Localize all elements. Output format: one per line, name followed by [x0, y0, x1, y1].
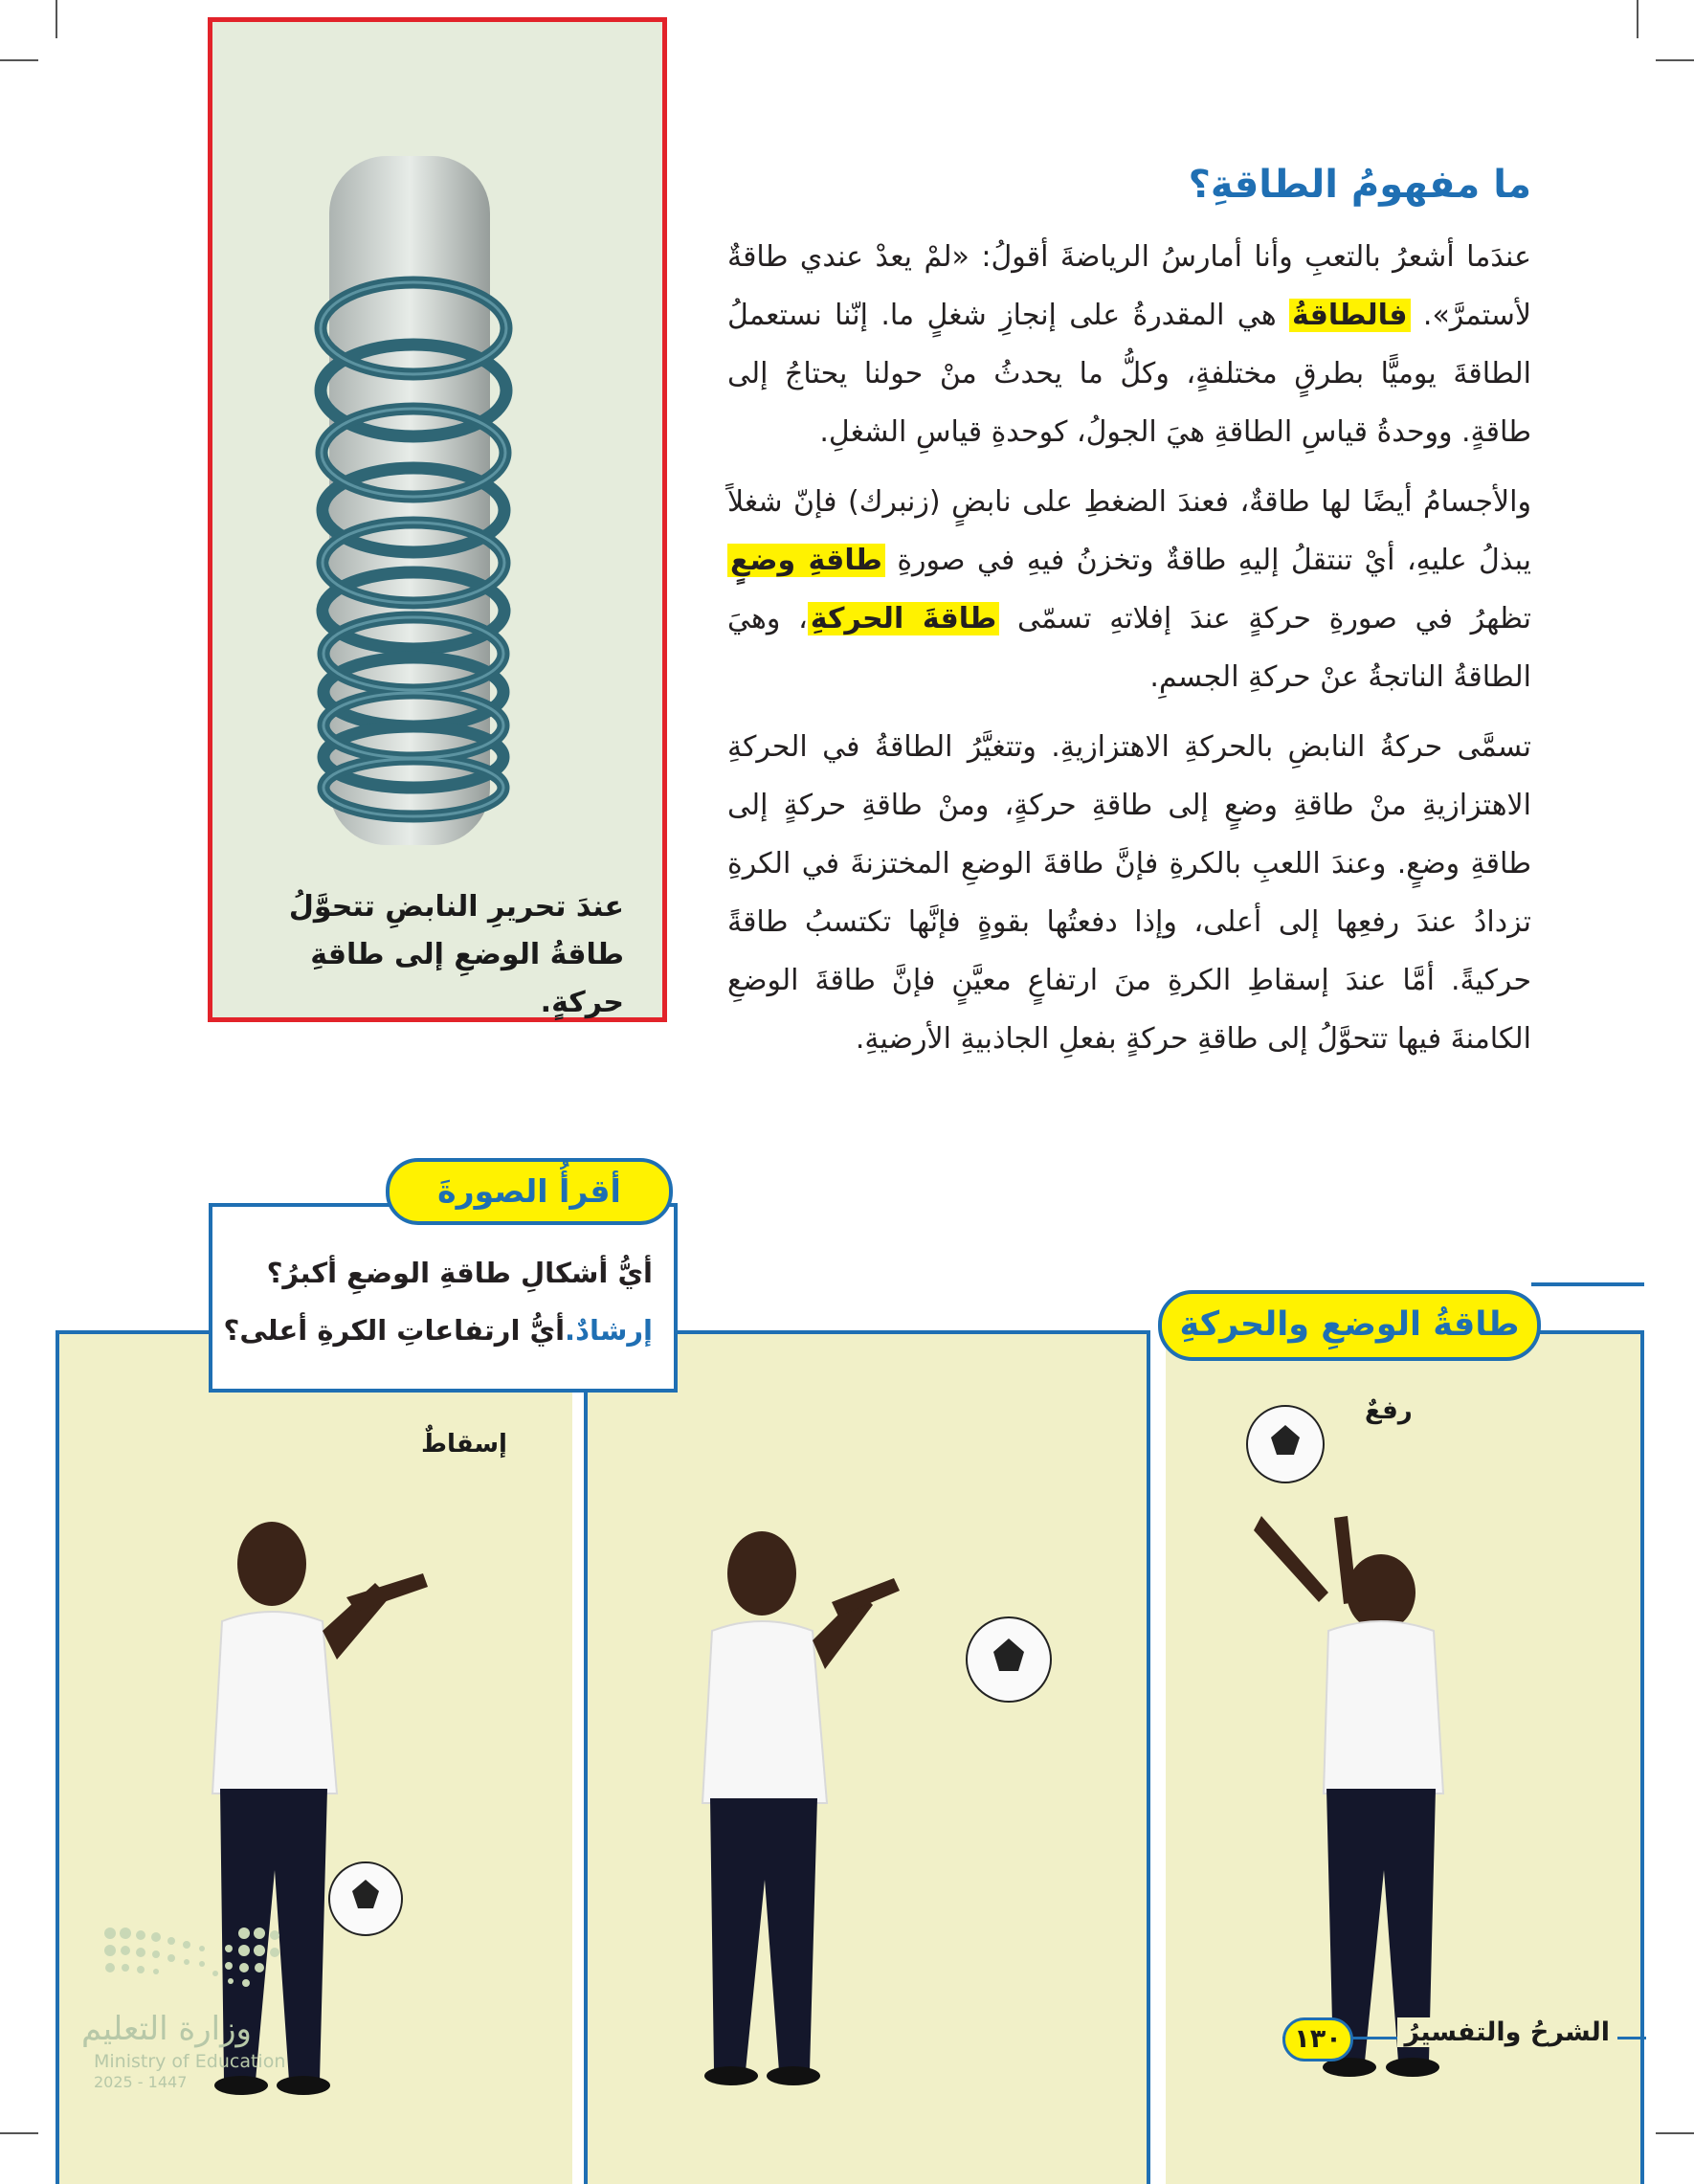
paragraph-text: ، وهيَ الطاقةُ الناتجةُ عنْ حركةِ الجسمِ.: [727, 602, 1531, 694]
section-title-potential-kinetic: طاقةُ الوضعِ والحركةِ: [1158, 1290, 1541, 1361]
crop-mark: [1656, 59, 1694, 61]
crop-mark: [56, 0, 57, 38]
section-rule: [1531, 1282, 1644, 1286]
action-label-lift: رفعٌ: [1365, 1396, 1413, 1425]
page-footer: [1282, 2017, 1646, 2065]
spring-figure: [208, 17, 667, 1022]
paragraph-text: عندَما أشعرُ بالتعبِ وأنا أمارسُ الرياضةَ أقولُ: «لمْ يعدْ عندي طاقةٌ لأستمرَّ».: [727, 240, 1532, 332]
crop-mark: [1656, 2132, 1694, 2134]
ministry-year: 2025 - 1447: [94, 2073, 188, 2091]
boy-lifting-ball-photo: [1166, 1372, 1635, 2081]
page-title: ما مفهومُ الطاقةِ؟: [1188, 163, 1531, 207]
ministry-name-english: Ministry of Education: [94, 2051, 286, 2072]
paragraph-oscillation: تسمَّى حركةُ النابضِ بالحركةِ الاهتزازيةِ. وتتغيَّرُ الطاقةُ في الحركةِ الاهتزازيةِ منْ طاقةِ وضعٍ إلى طاقةِ حركةٍ، ومنْ طاقةِ حركةٍ إلى طاقةِ وضعٍ. وعندَ اللعبِ بالكرةِ فإنَّ طاقةَ الوضعِ المختزنةَ في الكرةِ تزدادُ عندَ رفعِها إلى أعلى، وإذا دفعتُها بقوةٍ فإنَّها تكتسبُ طاقةً حركيةً. أمَّا عندَ إسقاطِ الكرةِ منَ ارتفاعٍ معيَّنٍ فإنَّ طاقةَ الوضعِ الكامنةَ فيها تتحوَّلُ إلى طاقةِ حركةٍ بفعلِ الجاذبيةِ الأرضيةِ.: [727, 730, 1531, 1056]
page-number: ١٣٠: [1282, 2017, 1353, 2061]
highlight-kinetic-energy: طاقةَ الحركةِ: [808, 602, 1000, 635]
paragraph-text: تظهرُ في صورةِ حركةٍ عندَ إفلاتهِ تسمّى: [999, 602, 1532, 635]
read-picture-question: أيُّ أشكالِ طاقةِ الوضعِ أكبرُ؟: [266, 1257, 653, 1289]
highlight-energy: فالطاقةُ: [1289, 299, 1411, 332]
crop-mark: [0, 59, 38, 61]
section-name: الشرحُ والتفسيرُ: [1397, 2017, 1617, 2047]
spring-caption: عندَ تحريرِ النابضِ تتحوَّلُ طاقةُ الوضعِ إلى طاقةِ حركةٍ.: [288, 890, 624, 1019]
ministry-dots-icon: [91, 1914, 301, 2000]
article-body: [727, 163, 1531, 1080]
hint-label: إرشادٌ.: [565, 1314, 653, 1347]
paragraph-potential-kinetic: [727, 473, 1531, 706]
boy-pushing-ball-photo: [588, 1478, 1143, 2090]
read-picture-title: أقرأُ الصورةَ: [386, 1158, 673, 1225]
hint-text: أيُّ ارتفاعاتِ الكرةِ أعلى؟: [223, 1314, 566, 1347]
ministry-name-arabic: وزارة التعليم: [81, 2010, 252, 2048]
action-label-drop: إسقاطٌ: [421, 1430, 507, 1459]
ministry-logo: [77, 1914, 316, 2091]
read-picture-box: [209, 1203, 678, 1393]
spring-illustration: [212, 22, 662, 864]
paragraph-text: هي المقدرةُ على إنجازِ شغلٍ ما. إنّنا نستعملُ الطاقةَ يوميًّا بطرقٍ مختلفةٍ، وكلُّ ما يحدثُ منْ حولنا يحتاجُ إلى طاقةٍ. ووحدةُ قياسِ الطاقةِ هيَ الجولُ، كوحدةِ قياسِ الشغلِ.: [727, 299, 1531, 449]
crop-mark: [0, 2132, 38, 2134]
paragraph-text: والأجسامُ أيضًا لها طاقةٌ، فعندَ الضغطِ على نابضٍ (زنبرك) فإنّ شغلاً يبذلُ عليهِ، أيْ تنتقلُ إليهِ طاقةٌ وتخزنُ فيهِ في صورةِ: [727, 485, 1532, 577]
photo-panel-push: [584, 1330, 1150, 2184]
crop-mark: [1637, 0, 1638, 38]
highlight-potential-energy: طاقةِ وضعٍ: [727, 544, 885, 577]
paragraph-energy-definition: [727, 228, 1531, 461]
read-picture-hint: [224, 1314, 654, 1347]
